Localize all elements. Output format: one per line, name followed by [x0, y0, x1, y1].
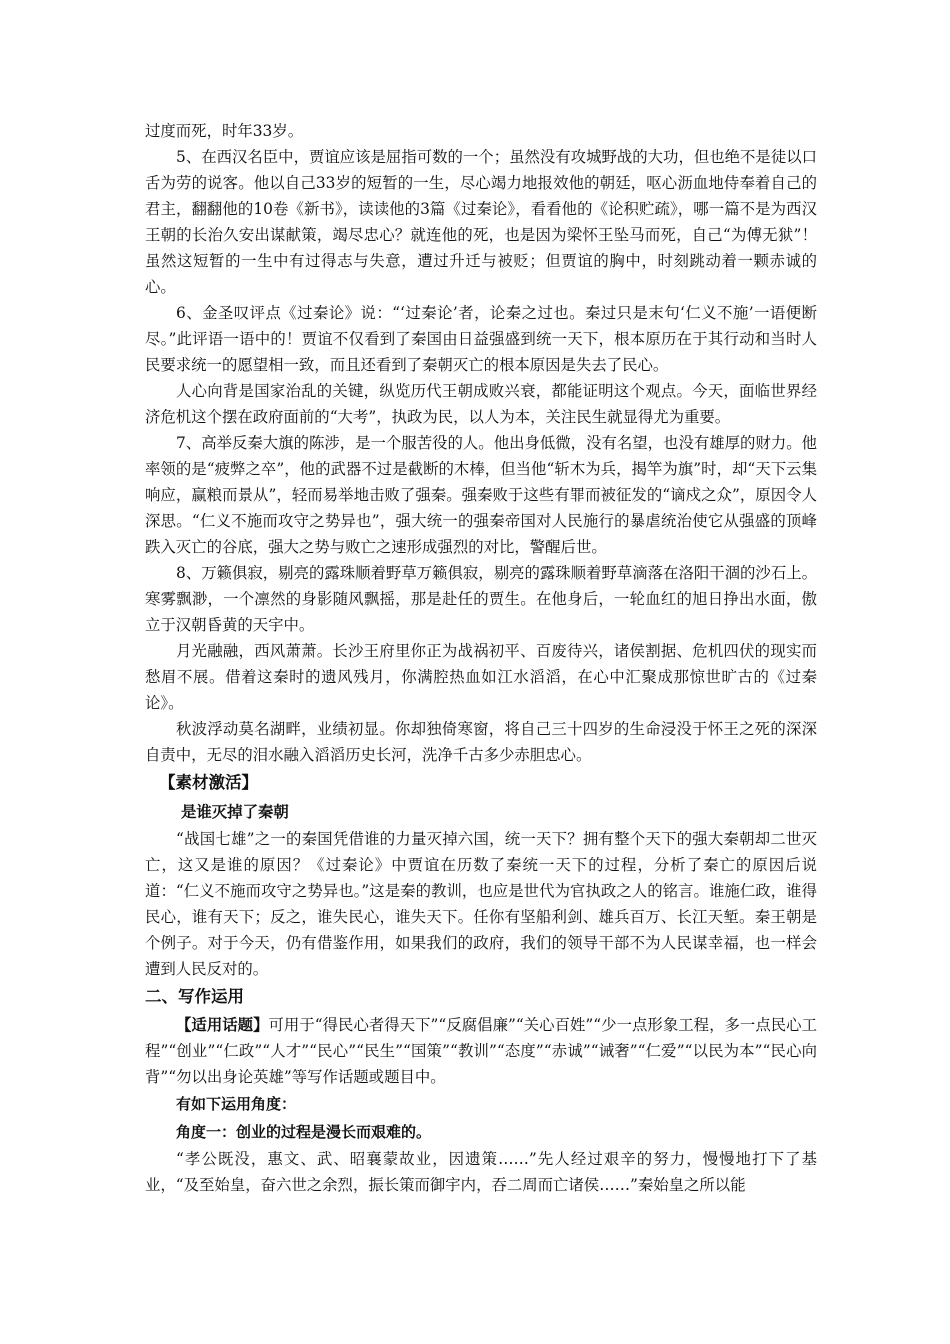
paragraph-6: 6、金圣叹评点《过秦论》说：“‘过秦论’者，论秦之过也。秦过只是末句‘仁义不施’一语便断尽。”此评语一语中的！贾谊不仅看到了秦国由日益强盛到统一天下，根本原历在于其行动和当时人民要求统一的愿望相一致，而且还看到了秦朝灭亡的根本原因是失去了民心。: [145, 304, 817, 374]
document-body: [145, 118, 817, 1198]
paragraph-topics: [145, 1012, 817, 1090]
paragraph-8: 8、万籁俱寂，剔亮的露珠顺着野草万籁俱寂，剔亮的露珠顺着野草滴落在洛阳干涸的沙石上。寒雾飘渺，一个凛然的身影随风飘摇，那是赴任的贾生。在他身后，一轮血红的旭日挣出水面，傲立于汉朝昏黄的天宇中。: [145, 564, 817, 634]
paragraph-8-moonlight: 月光融融，西风萧萧。长沙王府里你正为战祸初平、百废待兴，诸侯割据、危机四伏的现实而愁眉不展。借着这秦时的遗风残月，你满腔热血如江水滔滔，在心中汇聚成那惊世旷古的《过秦论》。: [145, 642, 817, 712]
paragraph-8-autumn: 秋波浮动莫名湖畔，业绩初显。你却独倚寒窗，将自己三十四岁的生命浸没于怀王之死的深深自责中，无尽的泪水融入滔滔历史长河，洗净千古多少赤胆忠心。: [145, 720, 817, 764]
paragraph-angle-one: “孝公既没，惠文、武、昭襄蒙故业，因遗策……”先人经过艰辛的努力，慢慢地打下了基业，“及至始皇，奋六世之余烈，振长策而御宇内，吞二周而亡诸侯……”秦始皇之所以能: [145, 1150, 817, 1194]
paragraph-material: “战国七雄”之一的秦国凭借谁的力量灭掉六国，统一天下？拥有整个天下的强大秦朝却二世灭亡，这又是谁的原因？《过秦论》中贾谊在历数了秦统一天下的过程，分析了秦亡的原因后说道：“仁义不施而攻守之势异也。”这是秦的教训，也应是世代为官执政之人的铭言。谁施仁政，谁得民心，谁有天下；反之，谁失民心，谁失天下。任你有坚船利剑、雄兵百万、长江天堑。秦王朝是个例子。对于今天，仍有借鉴作用，如果我们的政府，我们的领导干部不为人民谋幸福，也一样会遭到人民反对的。: [145, 830, 817, 978]
paragraph-7: 7、高举反秦大旗的陈涉，是一个服苦役的人。他出身低微，没有名望，也没有雄厚的财力。他率领的是“疲弊之卒”，他的武器不过是截断的木棒，但当他“斩木为兵，揭竿为旗”时，却“天下云集响应，赢粮而景从”，轻而易举地击败了强秦。强秦败于这些有罪而被征发的“谪戍之众”，原因令人深思。“仁义不施而攻守之势异也”，强大统一的强秦帝国对人民施行的暴虐统治使它从强盛的顶峰跌入灭亡的谷底，强大之势与败亡之速形成强烈的对比，警醒后世。: [145, 434, 817, 556]
angle-one-heading: 角度一：创业的过程是漫长而艰难的。: [176, 1123, 432, 1141]
topic-text: 可用于“得民心者得天下”“反腐倡廉”“关心百姓”“少一点形象工程，多一点民心工程”“创业”“仁政”“人才”“民心”“民生”“国策”“教训”“态度”“赤诚”“诫奢”“仁爱”“以民为本”“民心向背”“勿以出身论英雄”等写作话题或题目中。: [145, 1016, 817, 1086]
section-heading-writing: 二、写作运用: [145, 987, 244, 1006]
paragraph-6-comment: 人心向背是国家治乱的关键，纵览历代王朝成败兴衰，都能证明这个观点。今天，面临世界经济危机这个摆在政府面前的“大考”，执政为民，以人为本，关注民生就显得尤为重要。: [145, 382, 817, 426]
material-heading: 【素材激活】: [159, 773, 258, 792]
material-subheading: 是谁灭掉了秦朝: [181, 803, 289, 821]
paragraph-5: 5、在西汉名臣中，贾谊应该是屈指可数的一个；虽然没有攻城野战的大功，但也绝不是徒以口舌为劳的说客。他以自己33岁的短暂的一生，尽心竭力地报效他的朝廷，呕心沥血地侍奉着自己的君主，翻翻他的10卷《新书》，读读他的3篇《过秦论》，看看他的《论积贮疏》，哪一篇不是为西汉王朝的长治久安出谋献策，竭尽忠心？就连他的死，也是因为梁怀王坠马而死，自己“为傅无狱”！虽然这短暂的一生中有过得志与失意，遭过升迁与被贬；但贾谊的胸中，时刻跳动着一颗赤诚的心。: [145, 148, 817, 296]
paragraph-continuation: 过度而死，时年33岁。: [145, 122, 304, 140]
angles-intro: 有如下运用角度：: [176, 1095, 297, 1113]
topic-label: 【适用话题】: [176, 1016, 269, 1034]
